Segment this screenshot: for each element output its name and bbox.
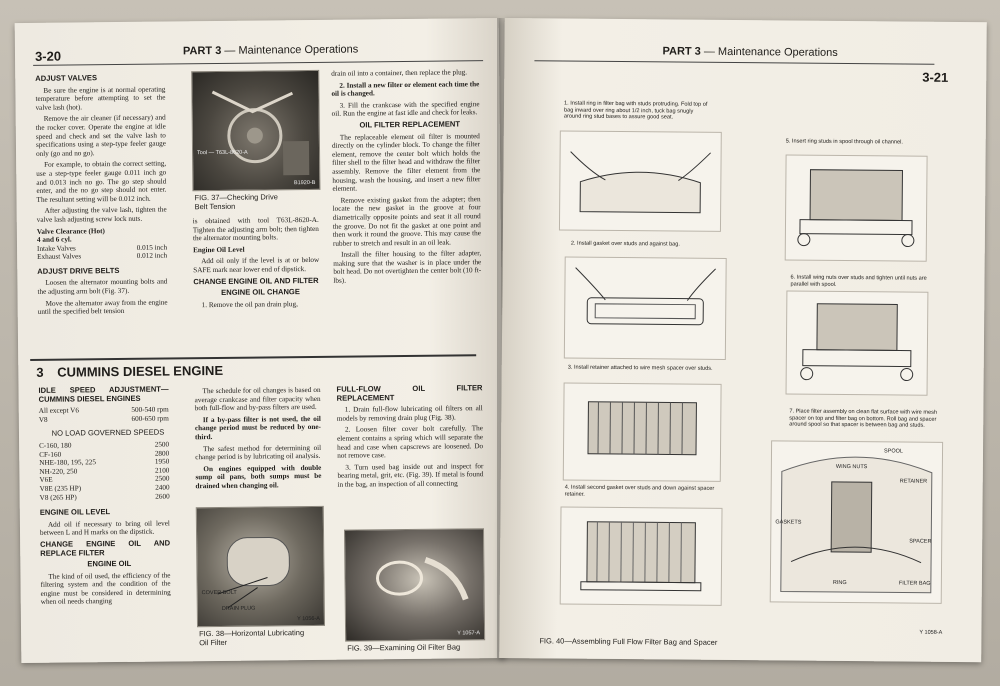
spec-value: 2100 (154, 466, 170, 475)
spec-exhaust (37, 252, 167, 262)
fig-code: Y 1058-A (919, 629, 943, 636)
page-header: PART 3 — Maintenance Operations (182, 43, 359, 58)
step-5-drawing (785, 154, 928, 261)
paragraph: Be sure the engine is at normal operating temperature before attempting to set the valve lash (hot). (35, 85, 166, 112)
paragraph: The schedule for oil changes is based on average crankcase and filter capacity when both full-flow and by-pass filters are used. (194, 385, 321, 413)
paragraph: is obtained with tool T63L-8620-A. Tighten the adjusting arm bolt; then tighten the alternator mounting bolts. (192, 215, 319, 243)
step-6-text: 6. Install wing nuts over studs and tighten until nuts are parallel with spool. (790, 274, 927, 288)
caption-line: Belt Tension (194, 201, 236, 212)
fig40-caption: FIG. 40—Assembling Full Flow Filter Bag and Spacer (539, 636, 718, 647)
paragraph: The replaceable element oil filter is mounted directly on the cylinder block. To change the filter element, remove the center bolt which holds the filter shell to the filter head and withdraw the filter assembly. Remove the filter element from the housing, wash the housing, and insert a new filter element. (331, 131, 481, 193)
label-filter-bag: FILTER BAG (898, 580, 931, 587)
clearance-sub: 4 and 6 cyl. (36, 235, 72, 244)
page-header: PART 3 — Maintenance Operations (662, 45, 838, 59)
belt-drawing (192, 71, 319, 190)
spec-value: 0.015 inch (136, 243, 168, 252)
section-title (36, 363, 223, 380)
heading-engine-oil-level: ENGINE OIL LEVEL (39, 507, 111, 517)
spec-row (39, 414, 169, 424)
paragraph: 3. Turn used bag inside out and inspect for bearing metal, grit, etc. (Fig. 39). If metal is found in the bag, an inspection of all connecting (337, 461, 484, 489)
speed-row (40, 492, 170, 502)
header-rule (534, 60, 934, 64)
label-cover-bolt: COVER BOLT (201, 589, 237, 597)
spec-label: V6E (39, 476, 53, 485)
step-1-drawing (559, 130, 722, 231)
spec-label: NH-220, 250 (39, 467, 78, 476)
left-page (15, 18, 506, 663)
right-page (499, 18, 987, 662)
step-2-drawing (564, 257, 727, 360)
tool-label: Tool — T63L-8620-A (197, 149, 248, 157)
step-4-text: 4. Install second gasket over studs and down against spacer retainer. (564, 484, 715, 498)
header-title: Maintenance Operations (238, 43, 359, 57)
step-5-text: 5. Insert ring studs in spool through oil channel. (785, 138, 903, 146)
step-4-drawing (560, 507, 723, 606)
spec-label: V8 (38, 415, 48, 424)
paragraph: drain oil into a container, then replace the plug. (331, 68, 468, 78)
column-full-flow (336, 384, 483, 492)
spec-label: Intake Valves (36, 244, 76, 253)
section-rule (30, 354, 476, 361)
paragraph: 2. Loosen filter cover bolt carefully. The element contains a spring which will separate the head and case when capscrews are loosened. Do not remove case. (337, 424, 484, 460)
fig39-caption: FIG. 39—Examining Oil Filter Bag (347, 642, 461, 653)
oil-level-heading: Engine Oil Level (193, 245, 245, 255)
spec-value: 2800 (154, 449, 170, 458)
caption-line: Oil Filter (199, 637, 228, 648)
heading-adjust-valves: ADJUST VALVES (35, 73, 98, 83)
header-part: PART 3 (182, 44, 222, 58)
section-number: 3 (36, 364, 44, 380)
spec-value: 1950 (154, 457, 170, 466)
spec-value: 2500 (155, 474, 170, 483)
label-ring: RING (832, 579, 847, 587)
spec-label: V8E (235 HP) (39, 484, 82, 493)
paragraph: Install the filter housing to the filter adapter, making sure that the washer is in place under the bolt head. Do not overtighten the center bolt (10 ft-lbs). (333, 249, 482, 285)
header-part: PART 3 (662, 45, 701, 58)
heading-no-load: NO LOAD GOVERNED SPEEDS (51, 427, 165, 439)
bag-ring-sketch (560, 132, 721, 231)
fig39-photo (344, 528, 485, 641)
fig38-photo (196, 506, 325, 627)
filter-drawing (197, 507, 324, 626)
paragraph: The safest method for determining oil change period is by lubricating oil analysis. (195, 443, 322, 462)
paragraph: After adjusting the valve lash, tighten the valve lash adjusting screw lock nuts. (36, 205, 167, 224)
clearance-heading: Valve Clearance (Hot) (36, 226, 105, 236)
paragraph: 1. Remove the oil pan drain plug, (201, 299, 298, 309)
paragraph: Add oil if necessary to bring oil level between L and H marks on the dipstick. (39, 519, 170, 538)
column-cummins-idle (38, 385, 170, 609)
paragraph: Move the alternator away from the engine until the specified belt tension (37, 298, 168, 317)
fig37-caption (194, 192, 278, 211)
step-6-drawing (786, 290, 929, 395)
column-oil-filter (331, 68, 481, 288)
paragraph: On engines equipped with double sump oil pans, both sumps must be drained when changing oil. (195, 463, 322, 491)
heading-adjust-drive-belts: ADJUST DRIVE BELTS (37, 265, 120, 276)
spec-value: 2400 (155, 483, 170, 492)
subheading-engine-oil: ENGINE OIL (87, 558, 132, 569)
paragraph: 1. Drain full-flow lubricating oil filters on all models by removing drain plug (Fig. 38). (336, 404, 483, 423)
spool-sketch (786, 155, 927, 260)
paragraph: If a by-pass filter is not used, the oil change period must be reduced by one-third. (194, 414, 321, 442)
paragraph: Remove existing gasket from the adapter; then locate the new gasket in the groove at four diametrically opposite points and seat it all round the groove. Do not fit the gasket at one point and then work it round the groove. This may cause the rubber to stretch and result in an oil leak. (332, 194, 481, 248)
column-engine-oil (193, 216, 320, 313)
heading-change-oil-replace-filter: CHANGE ENGINE OIL AND REPLACE FILTER (40, 538, 171, 558)
page-number: 3-21 (922, 69, 949, 85)
label-wing-nuts: WING NUTS (835, 463, 868, 471)
spec-label: NHE-180, 195, 225 (39, 458, 97, 468)
spec-label: C-160, 180 (39, 441, 72, 450)
paragraph: Loosen the alternator mounting bolts and the adjusting arm bolt (Fig. 37). (37, 277, 168, 296)
step-1-text: 1. Install ring in filter bag with studs protruding. Fold top of bag inward over ring about 1/2 inch, tuck bag snugly around ring stud bases to assure good seat. (563, 100, 708, 121)
fig-code: Y 1057-A (457, 630, 481, 637)
second-gasket-sketch (561, 508, 722, 605)
spec-label: Exhaust Valves (37, 252, 82, 262)
spec-label: V8 (265 HP) (39, 492, 77, 502)
section-name: CUMMINS DIESEL ENGINE (57, 362, 224, 380)
paragraph: The kind of oil used, the efficiency of the filtering system and the condition of the engine must be considered in determining when oil needs changing (40, 571, 171, 607)
wing-nut-sketch (787, 291, 928, 394)
label-drain-plug: DRAIN PLUG (221, 605, 256, 612)
fig37-photo (191, 70, 320, 191)
step-7-text: 7. Place filter assembly on clean flat surface with wire mesh spacer on top and filter bag on bottom. Roll bag and spacer around spool so that spacer is between bag and studs. (789, 408, 938, 429)
spec-value: 500-540 rpm (131, 405, 169, 415)
label-spool: SPOOL (883, 448, 904, 455)
fig38-caption (199, 628, 304, 647)
header-title: Maintenance Operations (717, 45, 838, 59)
page-number: 3-20 (34, 48, 62, 64)
step-3-text: 3. Install retainer attached to wire mesh spacer over studs. (567, 364, 713, 372)
spec-label: All except V6 (38, 406, 79, 416)
step-3-drawing (563, 383, 722, 482)
step-2-text: 2. Install gasket over studs and against bag. (570, 240, 681, 248)
spec-value: 0.012 inch (136, 251, 168, 261)
caption-line: FIG. 38—Horizontal Lubricating (199, 628, 305, 639)
heading-idle-speed: IDLE SPEED ADJUSTMENT— CUMMINS DIESEL ENGINES (38, 384, 169, 404)
heading-oil-filter-replacement: OIL FILTER REPLACEMENT (359, 119, 461, 130)
subheading-oil-change: ENGINE OIL CHANGE (221, 287, 300, 298)
header-rule (33, 60, 483, 66)
spec-value: 2500 (154, 440, 170, 449)
paragraph: Add oil only if the level is at or below SAFE mark near lower end of dipstick. (193, 256, 320, 275)
column-oil-schedule (194, 386, 321, 494)
spec-label: CF-160 (39, 450, 62, 459)
bag-drawing (345, 529, 484, 640)
gasket-sketch (565, 258, 726, 359)
spec-value: 2600 (155, 492, 170, 501)
spec-value: 600-650 rpm (131, 414, 169, 423)
paragraph: For example, to obtain the correct setting, use a step-type feeler gauge 0.011 inch go and 0.013 inch no go. The go step should enter, and the no go step should not enter. The resultant setting will be 0.012 inch. (36, 159, 167, 204)
step-7-diagram (770, 440, 943, 603)
label-retainer: RETAINER (899, 478, 928, 485)
fig-code: B1920-B (293, 179, 316, 187)
paragraph: 3. Fill the crankcase with the specified engine oil. Run the engine at fast idle and check for leaks. (331, 100, 480, 119)
retainer-sketch (564, 384, 721, 481)
caption-line: FIG. 37—Checking Drive (194, 192, 278, 203)
paragraph: Remove the air cleaner (if necessary) and the rocker cover. Operate the engine at idle speed and check and set the valve lash to specifications using a step-type feeler gauge only (go and no go). (35, 113, 166, 158)
paragraph: 2. Install a new filter or element each time the oil is changed. (331, 79, 480, 98)
column-adjust-valves (35, 74, 168, 320)
heading-change-oil-filter: CHANGE ENGINE OIL AND FILTER (193, 275, 319, 286)
heading-full-flow: FULL-FLOW OIL FILTER REPLACEMENT (336, 383, 483, 403)
label-spacer: SPACER (909, 538, 932, 545)
label-gaskets: GASKETS (775, 519, 802, 526)
fig-code: Y 1056-A (297, 615, 320, 623)
